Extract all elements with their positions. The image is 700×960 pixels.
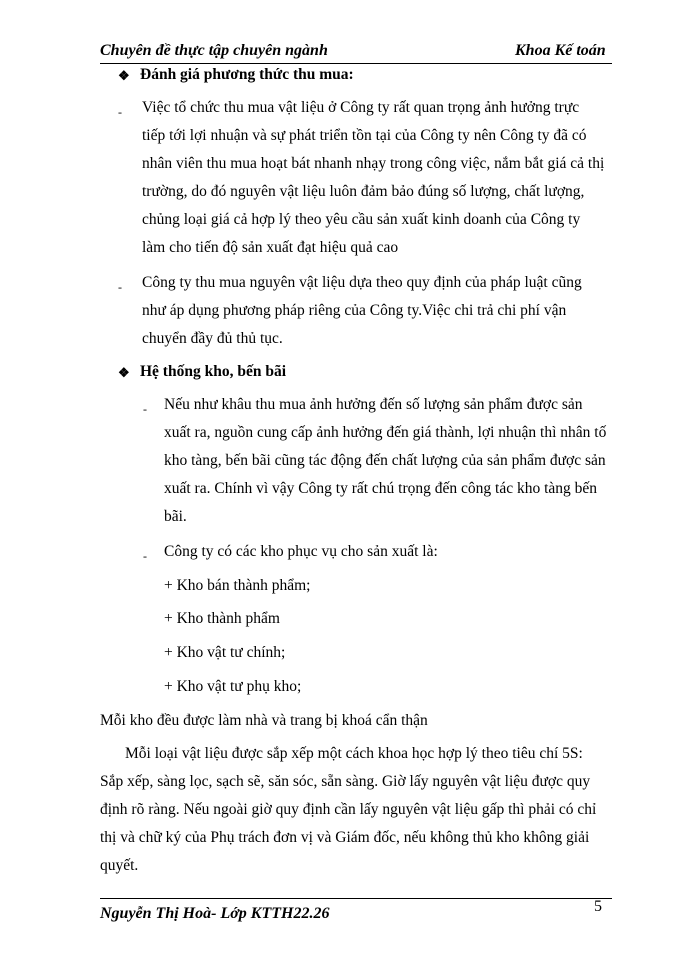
paragraph-line: làm cho tiến độ sản xuất đạt hiệu quả cao	[142, 239, 399, 256]
paragraph-line: Công ty có các kho phục vụ cho sản xuất là:	[164, 543, 438, 560]
paragraph-line: tiếp tới lợi nhuận và sự phát triển tồn tại của Công ty nên Công ty đã có	[142, 127, 587, 144]
paragraph-line: chủng loại giá cả hợp lý theo yêu cầu sản xuất kinh doanh của Công ty	[142, 211, 581, 228]
paragraph-line: quyết.	[100, 857, 139, 874]
header-divider	[100, 63, 612, 64]
footer-author: Nguyễn Thị Hoà- Lớp KTTH22.26	[100, 905, 330, 922]
closing-line: Mỗi kho đều được làm nhà và trang bị khoá cẩn thận	[100, 712, 428, 729]
warehouse-item: + Kho vật tư chính;	[164, 644, 286, 661]
dash-bullet-icon: -	[118, 105, 122, 119]
paragraph-line: Sắp xếp, sàng lọc, sạch sẽ, săn sóc, sẵn sàng. Giờ lấy nguyên vật liệu được quy	[100, 773, 591, 790]
diamond-bullet-icon: ❖	[118, 365, 130, 380]
paragraph-line: Mỗi loại vật liệu được sắp xếp một cách khoa học hợp lý theo tiêu chí 5S:	[125, 745, 583, 762]
paragraph-line: trường, do đó nguyên vật liệu luôn đảm bảo đúng số lượng, chất lượng,	[142, 183, 585, 200]
dash-bullet-icon: -	[143, 402, 147, 416]
warehouse-item: + Kho thành phẩm	[164, 610, 280, 627]
warehouse-item: + Kho bán thành phẩm;	[164, 577, 311, 594]
section-heading-purchasing: Đánh giá phương thức thu mua:	[140, 66, 354, 83]
page-number: 5	[594, 898, 602, 915]
paragraph-line: Công ty thu mua nguyên vật liệu dựa theo quy định của pháp luật cũng	[142, 274, 582, 291]
diamond-bullet-icon: ❖	[118, 68, 130, 83]
section-heading-warehouse: Hệ thống kho, bến bãi	[140, 363, 287, 380]
header-department: Khoa Kế toán	[515, 42, 606, 59]
paragraph-line: xuất ra, nguồn cung cấp ảnh hưởng đến giá thành, lợi nhuận thì nhân tố	[164, 424, 607, 441]
paragraph-line: định rõ ràng. Nếu ngoài giờ quy định cần lấy nguyên vật liệu gấp thì phải có chỉ	[100, 801, 597, 818]
paragraph-line: bãi.	[164, 508, 187, 525]
paragraph-line: Việc tổ chức thu mua vật liệu ở Công ty rất quan trọng ảnh hưởng trực	[142, 99, 580, 116]
paragraph-line: chuyển đầy đủ thủ tục.	[142, 330, 283, 347]
footer-divider	[100, 898, 612, 899]
dash-bullet-icon: -	[118, 280, 122, 294]
paragraph-line: kho tàng, bến bãi cũng tác động đến chất lượng của sản phẩm được sản	[164, 452, 606, 469]
dash-bullet-icon: -	[143, 549, 147, 563]
paragraph-line: như áp dụng phương pháp riêng của Công ty.Việc chi trả chi phí vận	[142, 302, 567, 319]
paragraph-line: xuất ra. Chính vì vậy Công ty rất chú trọng đến công tác kho tàng bến	[164, 480, 598, 497]
warehouse-item: + Kho vật tư phụ kho;	[164, 678, 302, 695]
paragraph-line: Nếu như khâu thu mua ảnh hưởng đến số lượng sản phẩm được sản	[164, 396, 583, 413]
header-title: Chuyên đề thực tập chuyên ngành	[100, 42, 328, 59]
paragraph-line: nhân viên thu mua hoạt bát nhanh nhạy trong công việc, nắm bắt giá cả thị	[142, 155, 605, 172]
paragraph-line: thị và chữ ký của Phụ trách đơn vị và Giám đốc, nếu không thủ kho không giải	[100, 829, 590, 846]
